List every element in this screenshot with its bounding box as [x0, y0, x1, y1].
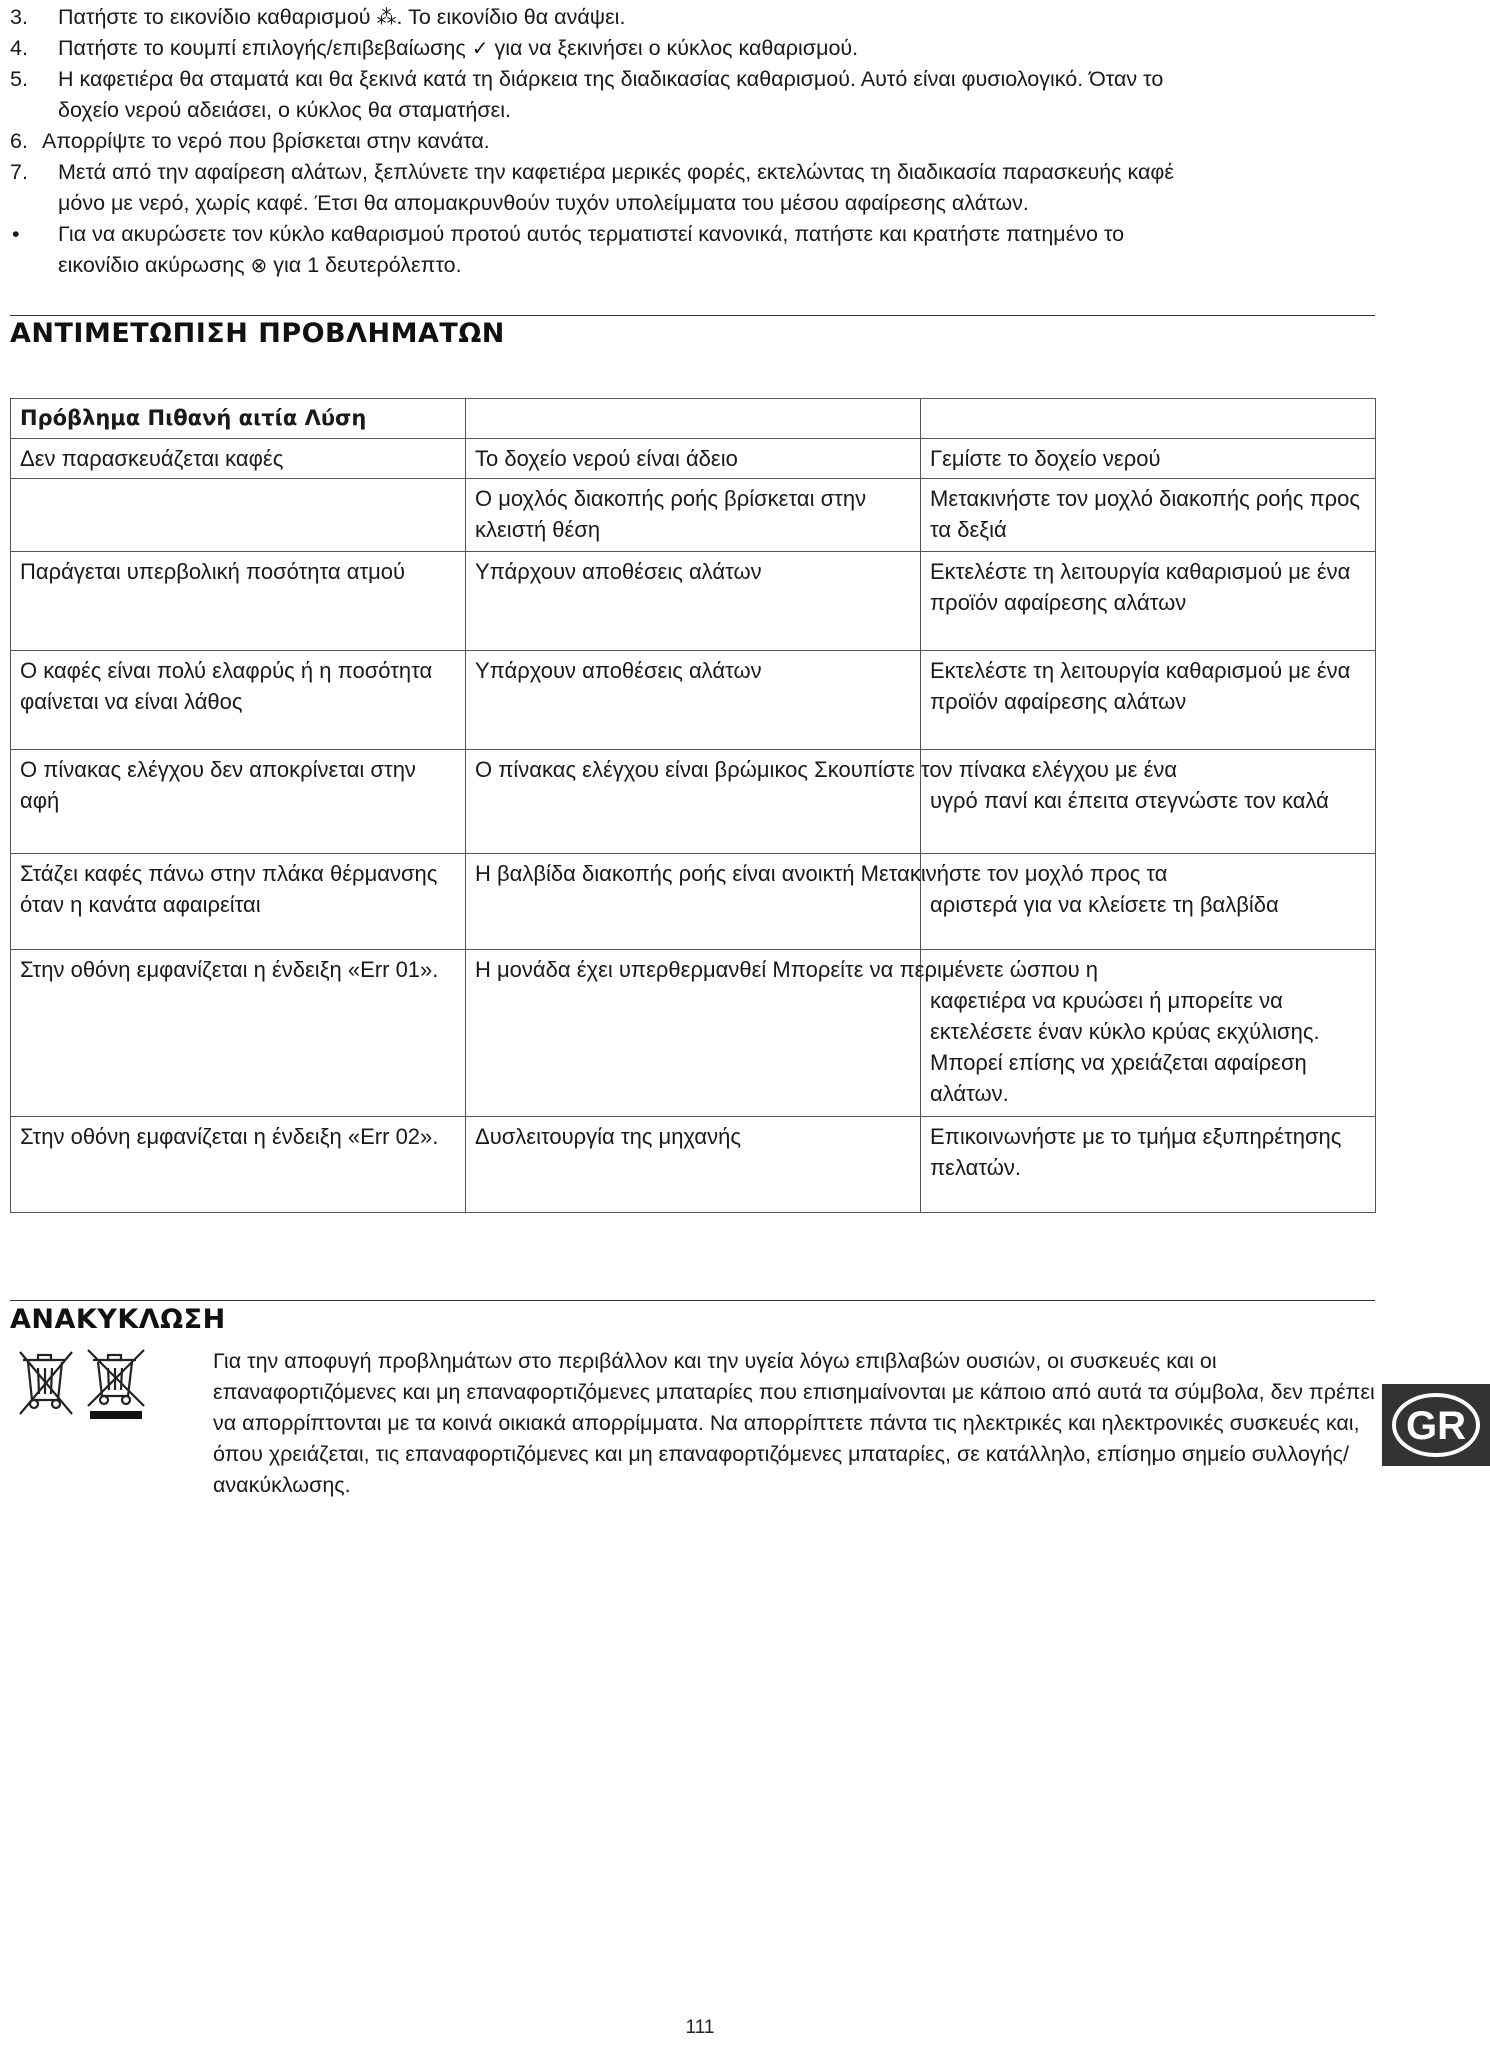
troubleshooting-table: [10, 398, 1376, 1213]
checkmark-icon: ✓: [471, 38, 489, 60]
cause-cell: Το δοχείο νερού είναι άδειο: [466, 439, 921, 479]
step-text-line: δοχείο νερού αδειάσει, ο κύκλος θα σταματήσει.: [58, 98, 511, 122]
table-header-cell: Πρόβλημα Πιθανή αιτία Λύση: [11, 399, 466, 439]
recycling-symbols: [18, 1348, 153, 1420]
table-row: [11, 479, 1376, 552]
cause-cell: Υπάρχουν αποθέσεις αλάτων: [466, 651, 921, 750]
step-text-line: Για να ακυρώσετε τον κύκλο καθαρισμού προτού αυτός τερματιστεί κανονικά, πατήστε και κρατήστε πατημένο το: [58, 222, 1125, 246]
step-number: 5.: [10, 67, 28, 91]
step-number: 3.: [10, 5, 28, 29]
step-cancel-note: [10, 219, 1380, 281]
table-row: [11, 950, 1376, 1117]
step-text: εικονίδιο ακύρωσης: [58, 253, 251, 277]
descale-icon: ⁂: [376, 7, 397, 29]
cause-cell: Υπάρχουν αποθέσεις αλάτων: [466, 552, 921, 651]
step-3: [10, 2, 1380, 33]
solution-continuation: υγρό πανί και έπειτα στεγνώστε τον καλά: [930, 788, 1329, 813]
cause-cell: [466, 950, 1099, 1117]
step-number: 6.: [10, 129, 28, 153]
language-badge: [1382, 1384, 1490, 1466]
table-header-cell-empty: [466, 399, 921, 439]
cause-solution-merged-text: Η μονάδα έχει υπερθερμανθεί Μπορείτε να περιμένετε ώσπου η: [475, 957, 1099, 982]
problem-cell: Ο πίνακας ελέγχου δεν αποκρίνεται στην αφή: [11, 750, 466, 854]
section-divider: [10, 315, 1375, 316]
cause-cell: Δυσλειτουργία της μηχανής: [466, 1117, 921, 1213]
crossed-out-bin-icon: [18, 1348, 153, 1420]
recycling-heading: ΑΝΑΚΥΚΛΩΣΗ: [10, 1304, 226, 1335]
table-row: [11, 854, 1376, 950]
step-text-line: Μετά από την αφαίρεση αλάτων, ξεπλύνετε την καφετιέρα μερικές φορές, εκτελώντας τη διαδικασία παρασκευής καφέ: [58, 160, 1174, 184]
cause-solution-merged-text: Ο πίνακας ελέγχου είναι βρώμικος Σκουπίστε τον πίνακα ελέγχου με ένα: [475, 757, 1178, 782]
step-text-line: μόνο με νερό, χωρίς καφέ. Έτσι θα απομακρυνθούν τυχόν υπολείμματα του μέσου αφαίρεσης αλάτων.: [58, 191, 1029, 215]
table-header-row: [11, 399, 1376, 439]
problem-cell: Ο καφές είναι πολύ ελαφρύς ή η ποσότητα φαίνεται να είναι λάθος: [11, 651, 466, 750]
problem-cell: Στάζει καφές πάνω στην πλάκα θέρμανσης όταν η κανάτα αφαιρείται: [11, 854, 466, 950]
page-number: 111: [685, 2017, 715, 2038]
table-row: [11, 552, 1376, 651]
solution-cell: Μετακινήστε τον μοχλό διακοπής ροής προς τα δεξιά: [921, 479, 1376, 552]
step-text: Απορρίψτε το νερό που βρίσκεται στην κανάτα.: [42, 129, 490, 153]
table-row: [11, 750, 1376, 854]
solution-cell: Γεμίστε το δοχείο νερού: [921, 439, 1376, 479]
cancel-icon: ⊗: [250, 255, 268, 277]
table-row: [11, 1117, 1376, 1213]
problem-cell: Δεν παρασκευάζεται καφές: [11, 439, 466, 479]
problem-cell: [11, 479, 466, 552]
problem-cell: Παράγεται υπερβολική ποσότητα ατμού: [11, 552, 466, 651]
cause-cell: Ο μοχλός διακοπής ροής βρίσκεται στην κλειστή θέση: [466, 479, 921, 552]
step-number: 4.: [10, 36, 28, 60]
table-row: [11, 651, 1376, 750]
bullet: •: [12, 222, 20, 246]
solution-continuation: καφετιέρα να κρυώσει ή μπορείτε να εκτελέσετε έναν κύκλο κρύας εκχύλισης. Μπορεί επίσης να χρειάζεται αφαίρεση αλάτων.: [930, 988, 1320, 1106]
descaling-steps-list: [10, 2, 1380, 281]
gr-badge-graphic: [1382, 1384, 1490, 1466]
problem-cell: Στην οθόνη εμφανίζεται η ένδειξη «Err 02».: [11, 1117, 466, 1213]
solution-continuation: αριστερά για να κλείσετε τη βαλβίδα: [930, 892, 1279, 917]
step-text: για 1 δευτερόλεπτο.: [267, 253, 462, 277]
solution-cell: Επικοινωνήστε με το τμήμα εξυπηρέτησης πελατών.: [921, 1117, 1376, 1213]
troubleshooting-heading: ΑΝΤΙΜΕΤΩΠΙΣΗ ΠΡΟΒΛΗΜΑΤΩΝ: [10, 318, 505, 349]
table-header-cell-empty: [921, 399, 1376, 439]
table-row: [11, 439, 1376, 479]
step-text: Πατήστε το εικονίδιο καθαρισμού: [58, 5, 377, 29]
step-text: για να ξεκινήσει ο κύκλος καθαρισμού.: [488, 36, 859, 60]
step-5: [10, 64, 1380, 126]
cause-solution-merged-text: Η βαλβίδα διακοπής ροής είναι ανοικτή Μετακινήστε τον μοχλό προς τα: [475, 861, 1168, 886]
section-divider: [10, 1300, 1375, 1301]
solution-cell: Εκτελέστε τη λειτουργία καθαρισμού με ένα προϊόν αφαίρεσης αλάτων: [921, 552, 1376, 651]
step-text-line: Η καφετιέρα θα σταματά και θα ξεκινά κατά τη διάρκεια της διαδικασίας καθαρισμού. Αυτό είναι φυσιολογικό. Όταν το: [58, 67, 1164, 91]
recycling-paragraph: Για την αποφυγή προβλημάτων στο περιβάλλον και την υγεία λόγω επιβλαβών ουσιών, οι συσκευές και οι επαναφορτιζόμενες και μη επαναφορτιζόμενες μπαταρίες που επισημαίνονται με κάποιο από αυτά τα σύμβολα, δεν πρέπει να απορρίπτονται με τα κοινά οικιακά απορρίμματα. Να απορρίπτετε πάντα τις ηλεκτρικές και ηλεκτρονικές συσκευές και, όπου χρειάζεται, τις επαναφορτιζόμενες και μη επαναφορτιζόμενες μπαταρίες, σε κατάλληλο, επίσημο σημείο συλλογής/ανακύκλωσης.: [213, 1349, 1375, 1497]
step-6: [10, 126, 1380, 157]
solution-cell: Εκτελέστε τη λειτουργία καθαρισμού με ένα προϊόν αφαίρεσης αλάτων: [921, 651, 1376, 750]
step-text: . Το εικονίδιο θα ανάψει.: [396, 5, 626, 29]
step-text: Πατήστε το κουμπί επιλογής/επιβεβαίωσης: [58, 36, 472, 60]
step-4: [10, 33, 1380, 64]
problem-cell: Στην οθόνη εμφανίζεται η ένδειξη «Err 01».: [11, 950, 466, 1117]
language-code: GR: [1406, 1404, 1466, 1448]
step-7: [10, 157, 1380, 219]
step-number: 7.: [10, 160, 28, 184]
